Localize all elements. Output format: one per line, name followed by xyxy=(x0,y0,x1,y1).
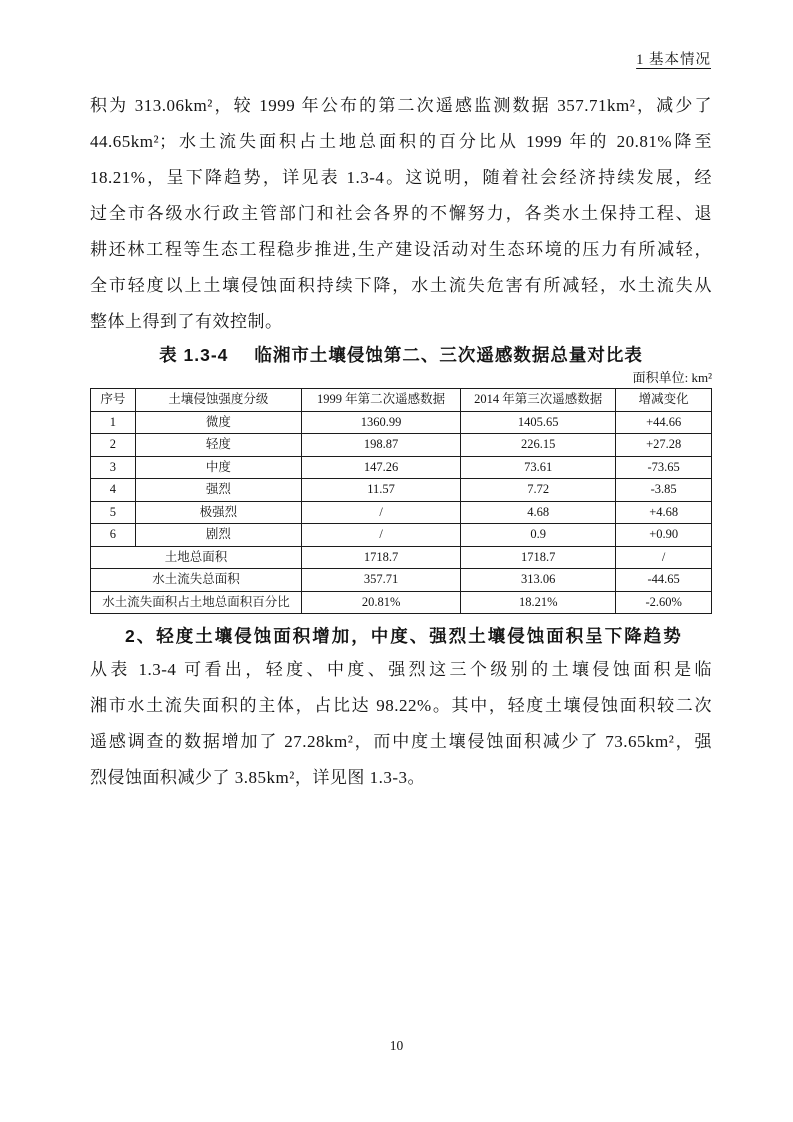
cell-2014-value: 18.21% xyxy=(461,591,616,614)
text-line: 从表 1.3-4 可看出，轻度、中度、强烈这三个级别的土壤侵蚀面积是临 xyxy=(90,660,712,679)
cell-2014-value: 4.68 xyxy=(461,501,616,524)
cell-change-value: / xyxy=(616,546,712,569)
table-summary-row xyxy=(91,569,712,592)
cell-1999-value: 357.71 xyxy=(302,569,461,592)
paragraph-erosion-overview xyxy=(90,88,712,340)
cell-2014-value: 0.9 xyxy=(461,524,616,547)
cell-2014-value: 73.61 xyxy=(461,456,616,479)
cell-change-value: +27.28 xyxy=(616,434,712,457)
cell-grade: 极强烈 xyxy=(135,501,301,524)
table-row xyxy=(91,456,712,479)
table-row xyxy=(91,434,712,457)
table-caption xyxy=(90,343,712,367)
cell-1999-value: 20.81% xyxy=(302,591,461,614)
table-summary-row xyxy=(91,591,712,614)
text-line: 耕还林工程等生态工程稳步推进,生产建设活动对生态环境的压力有所减轻， xyxy=(90,240,712,259)
cell-1999-value: 198.87 xyxy=(302,434,461,457)
table-header-row xyxy=(91,389,712,412)
cell-index: 5 xyxy=(91,501,136,524)
page-header xyxy=(636,50,711,70)
table-unit-note: 面积单位: km² xyxy=(632,370,712,385)
cell-change-value: -3.85 xyxy=(616,479,712,502)
cell-2014-value: 1718.7 xyxy=(461,546,616,569)
cell-1999-value: / xyxy=(302,501,461,524)
cell-grade: 微度 xyxy=(135,411,301,434)
text-line: 44.65km²；水土流失面积占土地总面积的百分比从 1999 年的 20.81%降至 xyxy=(90,132,712,151)
cell-2014-value: 226.15 xyxy=(461,434,616,457)
cell-1999-value: 147.26 xyxy=(302,456,461,479)
text-line: 整体上得到了有效控制。 xyxy=(90,312,283,331)
cell-change-value: -73.65 xyxy=(616,456,712,479)
cell-change-value: +4.68 xyxy=(616,501,712,524)
cell-grade: 轻度 xyxy=(135,434,301,457)
cell-change-value: -44.65 xyxy=(616,569,712,592)
table-header-change: 增减变化 xyxy=(616,389,712,412)
table-summary-body xyxy=(91,546,712,614)
text-line: 过全市各级水行政主管部门和社会各界的不懈努力，各类水土保持工程、退 xyxy=(90,204,712,223)
cell-1999-value: 1718.7 xyxy=(302,546,461,569)
cell-index: 1 xyxy=(91,411,136,434)
page-content xyxy=(90,88,712,796)
cell-summary-label: 水土流失面积占土地总面积百分比 xyxy=(91,591,302,614)
section-heading-2: 2、轻度土壤侵蚀面积增加，中度、强烈土壤侵蚀面积呈下降趋势 xyxy=(125,626,683,646)
table-row xyxy=(91,411,712,434)
cell-2014-value: 1405.65 xyxy=(461,411,616,434)
cell-grade: 中度 xyxy=(135,456,301,479)
text-line: 遥感调查的数据增加了 27.28km²，而中度土壤侵蚀面积减少了 73.65km²，强 xyxy=(90,732,712,751)
cell-summary-label: 土地总面积 xyxy=(91,546,302,569)
table-header-grade: 土壤侵蚀强度分级 xyxy=(135,389,301,412)
page-number: 10 xyxy=(389,1038,404,1053)
paragraph-section-2 xyxy=(90,652,712,796)
cell-grade: 强烈 xyxy=(135,479,301,502)
text-line: 烈侵蚀面积减少了 3.85km²，详见图 1.3-3。 xyxy=(90,768,425,787)
cell-1999-value: / xyxy=(302,524,461,547)
text-line: 全市轻度以上土壤侵蚀面积持续下降，水土流失危害有所减轻，水土流失从 xyxy=(90,276,712,295)
table-body xyxy=(91,411,712,546)
table-header-index: 序号 xyxy=(91,389,136,412)
table-row xyxy=(91,479,712,502)
text-line: 积为 313.06km²，较 1999 年公布的第二次遥感监测数据 357.71km²，减少了 xyxy=(90,96,712,115)
table-header-2014: 2014 年第三次遥感数据 xyxy=(461,389,616,412)
cell-index: 6 xyxy=(91,524,136,547)
cell-change-value: -2.60% xyxy=(616,591,712,614)
cell-change-value: +44.66 xyxy=(616,411,712,434)
cell-grade: 剧烈 xyxy=(135,524,301,547)
table-caption-title: 临湘市土壤侵蚀第二、三次遥感数据总量对比表 xyxy=(254,345,643,365)
cell-summary-label: 水土流失总面积 xyxy=(91,569,302,592)
table-header-1999: 1999 年第二次遥感数据 xyxy=(302,389,461,412)
cell-index: 2 xyxy=(91,434,136,457)
table-row xyxy=(91,501,712,524)
running-header-text: 1 基本情况 xyxy=(636,52,711,68)
cell-1999-value: 11.57 xyxy=(302,479,461,502)
cell-2014-value: 7.72 xyxy=(461,479,616,502)
text-line: 湘市水土流失面积的主体，占比达 98.22%。其中，轻度土壤侵蚀面积较二次 xyxy=(90,696,712,715)
cell-index: 4 xyxy=(91,479,136,502)
cell-1999-value: 1360.99 xyxy=(302,411,461,434)
table-summary-row xyxy=(91,546,712,569)
cell-change-value: +0.90 xyxy=(616,524,712,547)
text-line: 18.21%，呈下降趋势，详见表 1.3-4。这说明，随着社会经济持续发展，经 xyxy=(90,168,712,187)
cell-index: 3 xyxy=(91,456,136,479)
cell-2014-value: 313.06 xyxy=(461,569,616,592)
erosion-comparison-table xyxy=(90,388,712,614)
table-caption-label: 表 1.3-4 xyxy=(159,345,229,365)
table-row xyxy=(91,524,712,547)
